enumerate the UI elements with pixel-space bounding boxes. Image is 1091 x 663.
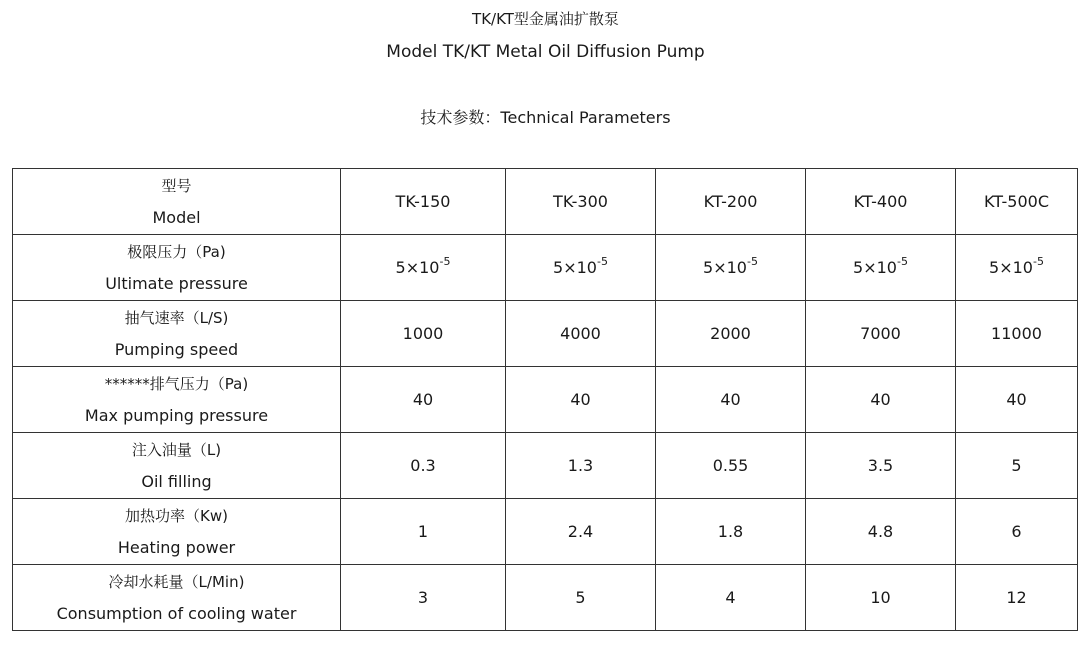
model-header-cell: KT-400 <box>806 169 956 235</box>
row-label-cell <box>13 565 341 631</box>
value-exponent: -5 <box>746 255 758 268</box>
row-label-chinese: 注入油量（L) <box>131 440 222 459</box>
table-row-pumping-speed <box>13 301 1078 367</box>
table-row-heating-power <box>13 499 1078 565</box>
value-cell: 3.5 <box>806 433 956 499</box>
document-title-english: Model TK/KT Metal Oil Diffusion Pump <box>386 42 705 62</box>
row-label-cell <box>13 169 341 235</box>
value-cell: 2.4 <box>506 499 656 565</box>
value-cell: 10 <box>806 565 956 631</box>
model-header-cell: KT-500C <box>956 169 1078 235</box>
value-exponent: -5 <box>896 255 908 268</box>
table-row-ultimate-pressure <box>13 235 1078 301</box>
value-cell: 40 <box>506 367 656 433</box>
value-cell: 5 <box>506 565 656 631</box>
value-cell: 7000 <box>806 301 956 367</box>
table-header-row <box>13 169 1078 235</box>
value-cell: 1.3 <box>506 433 656 499</box>
row-label-english: Pumping speed <box>114 339 239 359</box>
table-row-oil-filling <box>13 433 1078 499</box>
table-row-max-pumping-pressure <box>13 367 1078 433</box>
row-label-chinese: 型号 <box>161 176 192 195</box>
document-title-chinese: TK/KT型金属油扩散泵 <box>472 10 619 28</box>
value-cell: 5 <box>956 433 1078 499</box>
model-header-cell: TK-300 <box>506 169 656 235</box>
value-cell: 0.55 <box>656 433 806 499</box>
technical-parameters-heading: 技术参数：Technical Parameters <box>420 108 671 127</box>
row-label-cell <box>13 301 341 367</box>
value-cell: 2000 <box>656 301 806 367</box>
value-cell: 3 <box>341 565 506 631</box>
value-cell: 1000 <box>341 301 506 367</box>
row-label-chinese: 抽气速率（L/S) <box>124 308 229 327</box>
value-cell: 0.3 <box>341 433 506 499</box>
row-label-cell <box>13 367 341 433</box>
value-cell <box>506 235 656 301</box>
value-cell: 40 <box>656 367 806 433</box>
row-label-chinese: 加热功率（Kw) <box>125 506 228 525</box>
technical-parameters-table <box>12 168 1078 631</box>
value-exponent: -5 <box>596 255 608 268</box>
value-cell <box>656 235 806 301</box>
value-cell: 40 <box>341 367 506 433</box>
value-exponent: -5 <box>439 255 451 268</box>
row-label-english: Heating power <box>117 537 236 557</box>
row-label-english: Consumption of cooling water <box>56 603 297 623</box>
table-row-cooling-water <box>13 565 1078 631</box>
value-cell: 12 <box>956 565 1078 631</box>
model-header-cell: TK-150 <box>341 169 506 235</box>
row-label-english: Ultimate pressure <box>105 273 248 293</box>
value-base: 5×10 <box>395 258 440 277</box>
value-cell: 40 <box>806 367 956 433</box>
value-exponent: -5 <box>1032 255 1044 268</box>
row-label-english: Oil filling <box>141 471 212 491</box>
value-cell <box>806 235 956 301</box>
value-cell: 11000 <box>956 301 1078 367</box>
value-cell: 40 <box>956 367 1078 433</box>
value-cell: 1.8 <box>656 499 806 565</box>
value-base: 5×10 <box>703 258 747 277</box>
value-cell <box>341 235 506 301</box>
row-label-chinese: ******排气压力（Pa) <box>104 374 249 393</box>
row-label-chinese: 冷却水耗量（L/Min) <box>108 572 245 591</box>
row-label-cell <box>13 499 341 565</box>
value-cell: 4 <box>656 565 806 631</box>
row-label-chinese: 极限压力（Pa) <box>127 242 226 261</box>
row-label-english: Model <box>152 207 201 227</box>
model-header-cell: KT-200 <box>656 169 806 235</box>
value-base: 5×10 <box>989 258 1033 277</box>
value-base: 5×10 <box>553 258 597 277</box>
value-cell: 4.8 <box>806 499 956 565</box>
value-base: 5×10 <box>853 258 897 277</box>
row-label-cell <box>13 235 341 301</box>
row-label-english: Max pumping pressure <box>84 405 269 425</box>
row-label-cell <box>13 433 341 499</box>
value-cell: 4000 <box>506 301 656 367</box>
value-cell: 1 <box>341 499 506 565</box>
value-cell <box>956 235 1078 301</box>
value-cell: 6 <box>956 499 1078 565</box>
